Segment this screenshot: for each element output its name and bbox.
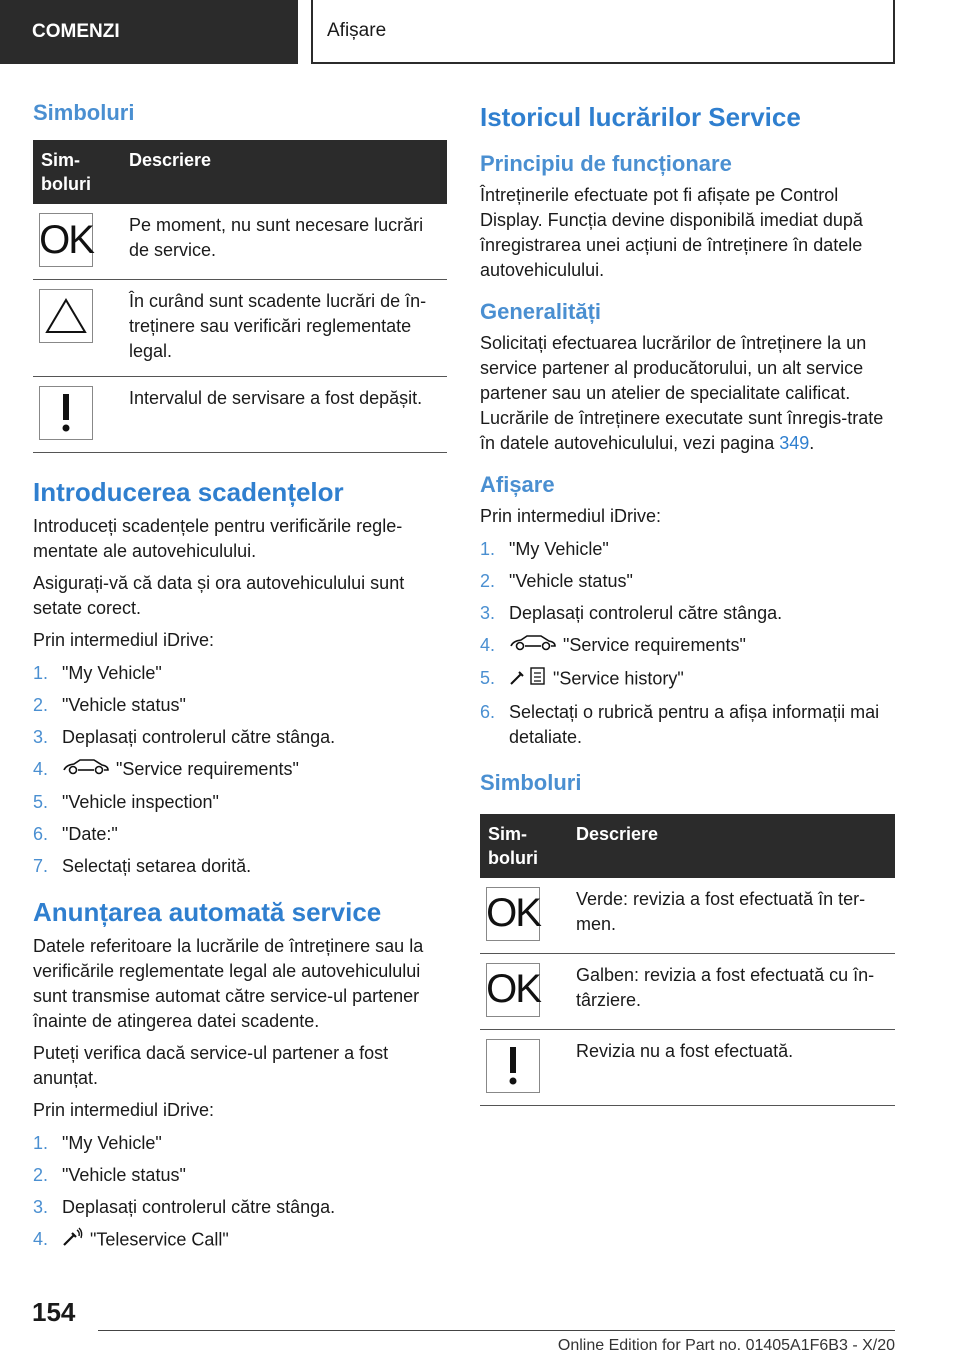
ok-icon: OK (39, 213, 93, 267)
history-heading: Istoricul lucrărilor Service (480, 102, 801, 132)
page-number: 154 (32, 1297, 76, 1327)
table-row (33, 377, 447, 453)
list-item: 2. "Vehicle status" (33, 695, 186, 715)
symbols-table-left (33, 140, 447, 453)
table-row (480, 878, 895, 954)
symbols-heading-right: Simboluri (480, 769, 582, 795)
table-row (480, 1029, 895, 1105)
table-row (480, 953, 895, 1029)
paragraph: Întreținerile efectuate pot fi afișate pe Control Display. Funcția devine disponibilă imediat după înregistrarea unei acțiuni de întreținere în datele autovehiculului. (480, 185, 863, 280)
car-icon (509, 634, 557, 659)
table-row (33, 280, 447, 377)
list-item: 6. Selectați o rubrică pentru a afișa informații mai detaliate. (480, 701, 880, 747)
description-cell: Galben: revizia a fost efectuată cu în-târziere. (568, 953, 895, 1029)
description-cell: În curând sunt scadente lucrări de în-treținere sau verificări reglementate legal. (121, 280, 447, 377)
wrench-signal-icon (62, 1227, 84, 1254)
symbol-cell (480, 1029, 568, 1105)
exclamation-icon (39, 386, 93, 440)
list-item: 2. "Vehicle status" (480, 571, 633, 591)
page-header-title: Afișare (311, 0, 895, 64)
description-cell: Revizia nu a fost efectuată. (568, 1029, 895, 1105)
section-tab: COMENZI (0, 0, 298, 64)
right-column (480, 96, 895, 1106)
col-header-description: Descriere (568, 814, 895, 878)
symbol-cell (33, 280, 121, 377)
list-item: 3. Deplasați controlerul către stânga. (480, 603, 783, 623)
description-cell: Pe moment, nu sunt necesare lucrări de service. (121, 204, 447, 280)
table-row (33, 204, 447, 280)
col-header-symbols: Sim- boluri (33, 140, 121, 204)
ok-green-icon: OK (486, 887, 540, 941)
col-header-symbols: Sim- boluri (480, 814, 568, 878)
principle-heading: Principiu de funcționare (480, 151, 732, 176)
list-item: 2. "Vehicle status" (33, 1164, 186, 1185)
paragraph: Prin intermediul iDrive: (480, 506, 662, 526)
list-item: 6. "Date:" (33, 823, 118, 844)
col-header-description: Descriere (121, 140, 447, 204)
list-item: 4. "Teleservice Call" (33, 1227, 447, 1254)
paragraph: Prin intermediul iDrive: (33, 1099, 215, 1120)
list-item: 1. "My Vehicle" (33, 1132, 162, 1153)
paragraph: Introduceți scadențele pentru verificările regle-mentate ale autovehiculului. (33, 516, 403, 561)
exclamation-icon (486, 1039, 540, 1093)
paragraph: Puteți verifica dacă service-ul partener a fost anunțat. (33, 1042, 389, 1088)
list-item: 3. Deplasați controlerul către stânga. (33, 1196, 336, 1217)
description-cell: Verde: revizia a fost efectuată în ter-men. (568, 878, 895, 954)
display-steps (480, 537, 895, 750)
symbol-cell (33, 204, 121, 280)
auto-service-steps (33, 1131, 447, 1254)
table-header-row (33, 140, 447, 204)
list-item: 5. "Vehicle inspection" (33, 791, 219, 812)
paragraph: Solicitați efectuarea lucrărilor de întreținere la un service partener al producătorului, un alt service partener sau un atelier de specialitate calificat. Lucrările de întreținere executate sunt înregis-trate în datele autovehiculului, vezi pagina 349. (480, 333, 884, 453)
symbol-cell (480, 878, 568, 954)
auto-service-heading: Anunțarea automată service (33, 896, 382, 927)
symbol-cell (480, 953, 568, 1029)
display-heading: Afișare (480, 472, 555, 497)
symbol-cell (33, 377, 121, 453)
page-link[interactable]: 349 (779, 433, 810, 453)
list-item: 4. "Service requirements" (33, 757, 447, 783)
table-header-row (480, 814, 895, 878)
paragraph: Asigurați-vă că data și ora autovehiculului sunt setate corect. (33, 573, 405, 618)
symbols-table-right (480, 814, 895, 1106)
deadlines-steps (33, 661, 447, 879)
ok-yellow-icon: OK (486, 963, 540, 1017)
symbols-heading-left: Simboluri (33, 100, 135, 125)
list-item: 3. Deplasați controlerul către stânga. (33, 727, 336, 747)
list-item: 5. "Service history" (480, 666, 895, 693)
left-column (33, 96, 447, 1266)
list-item: 7. Selectați setarea dorită. (33, 855, 252, 876)
deadlines-heading: Introducerea scadențelor (33, 477, 344, 507)
paragraph: Datele referitoare la lucrările de întreținere sau la verificările reglementate legal ale autovehiculului sunt transmise automat către service-ul partener înainte de atingerea datei scadente. (33, 935, 424, 1031)
general-heading: Generalități (480, 299, 602, 324)
list-item: 4. "Service requirements" (480, 633, 895, 659)
car-icon (62, 758, 110, 783)
warning-triangle-icon (39, 289, 93, 343)
list-item: 1. "My Vehicle" (480, 539, 609, 559)
paragraph: Prin intermediul iDrive: (33, 630, 215, 650)
service-history-icon (509, 666, 547, 693)
list-item: 1. "My Vehicle" (33, 663, 162, 683)
description-cell: Intervalul de servisare a fost depășit. (121, 377, 447, 453)
footer-edition: Online Edition for Part no. 01405A1F6B3 - X/20 (557, 1337, 895, 1354)
footer-divider (98, 1330, 895, 1331)
